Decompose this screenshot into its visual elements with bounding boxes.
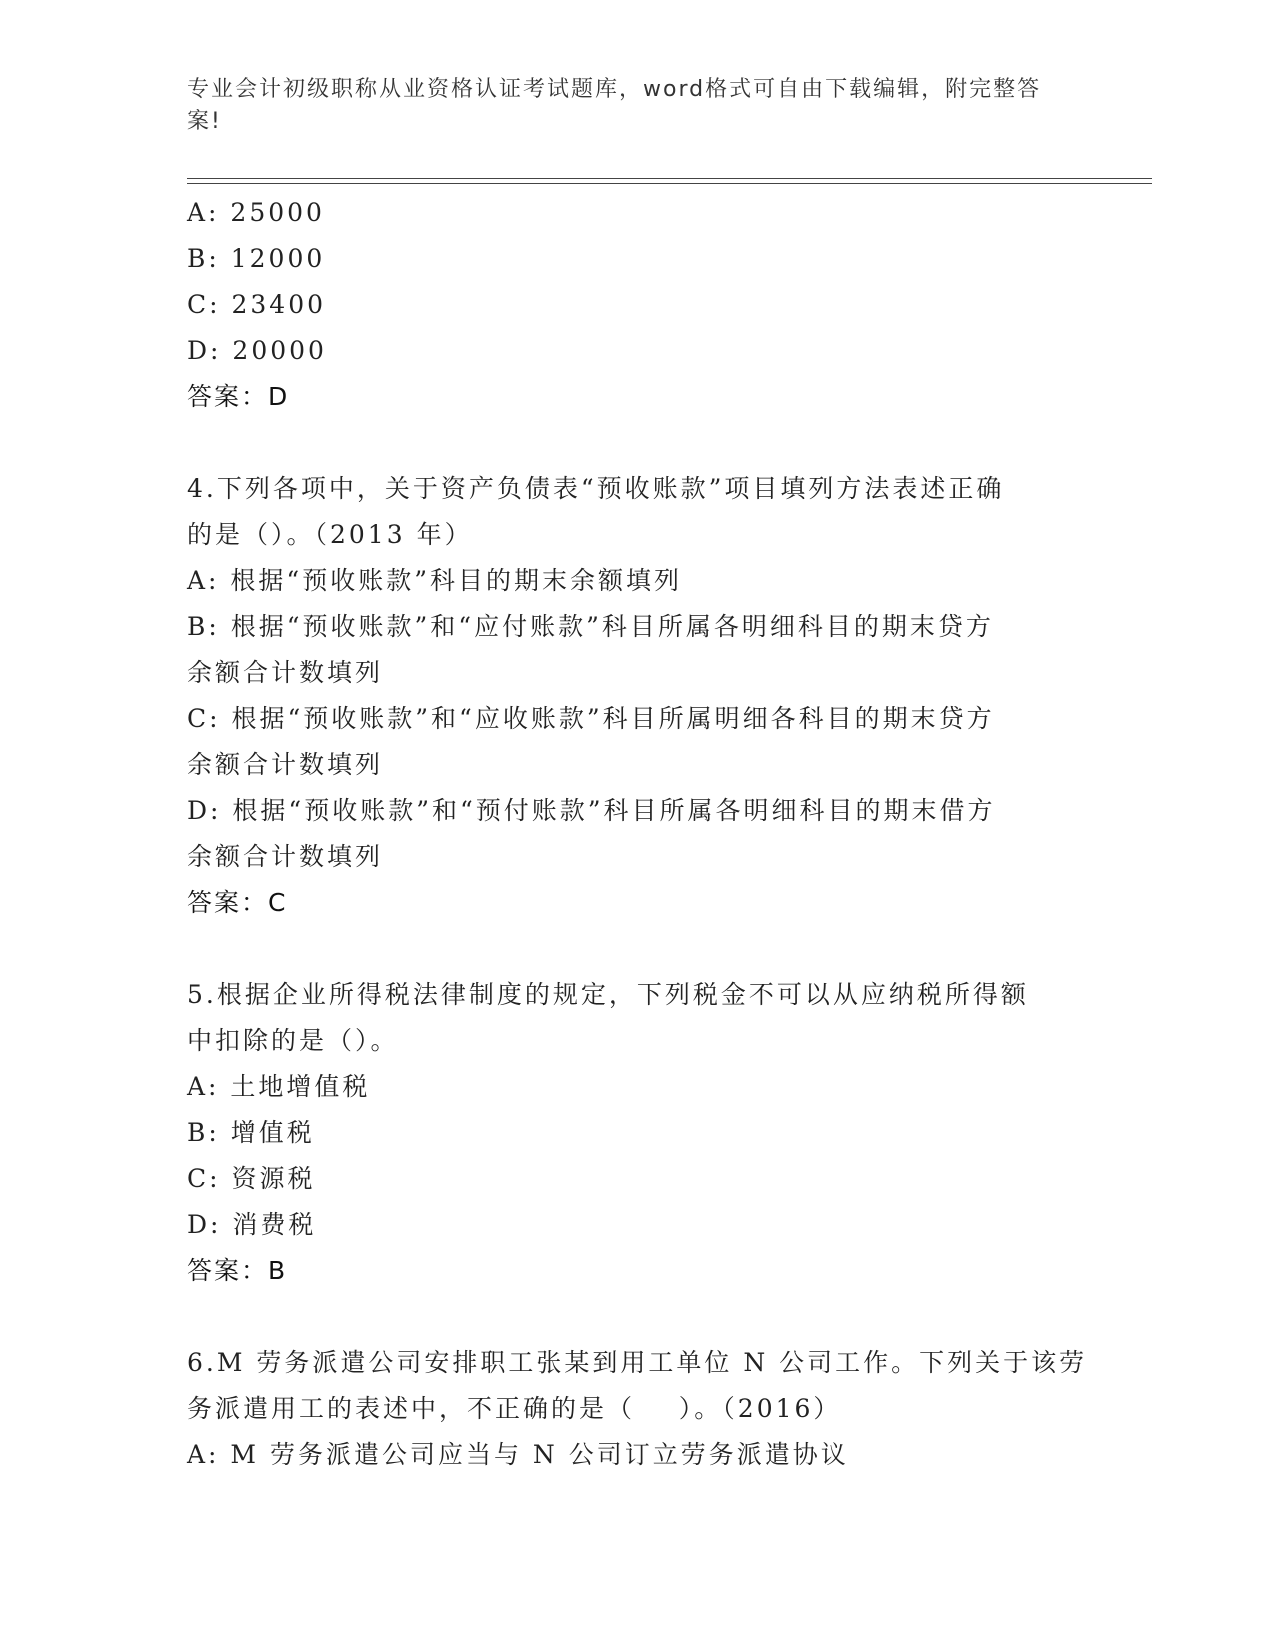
question-3 (187, 190, 1067, 420)
option-a: A: 根据“预收账款”科目的期末余额填列 (187, 566, 682, 595)
question-5 (187, 972, 1067, 1294)
option-b: B: 根据“预收账款”和“应付账款”科目所属各明细科目的期末贷方 (187, 612, 994, 641)
option-c: C: 根据“预收账款”和“应收账款”科目所属明细各科目的期末贷方 (187, 704, 995, 733)
option-b-continued: 余额合计数填列 (187, 658, 384, 687)
answer-label: 答案：C (187, 888, 288, 917)
page-header (187, 74, 1067, 138)
option-d: D: 20000 (187, 336, 327, 365)
option-a: A: 25000 (187, 198, 325, 227)
option-a: A: 土地增值税 (187, 1072, 371, 1101)
spacer (187, 926, 1067, 972)
question-stem-line: 的是（）。（2013 年） (187, 520, 473, 549)
option-c: C: 资源税 (187, 1164, 316, 1193)
question-stem-line: 务派遣用工的表述中，不正确的是（ ）。（2016） (187, 1394, 842, 1423)
question-list (187, 190, 1088, 1478)
option-b: B: 12000 (187, 244, 326, 273)
option-a: A: M 劳务派遣公司应当与 N 公司订立劳务派遣协议 (187, 1440, 849, 1469)
header-line-2: 案! (187, 109, 222, 134)
question-stem-line: 4.下列各项中，关于资产负债表“预收账款”项目填列方法表述正确 (187, 474, 1005, 503)
spacer (187, 1294, 1067, 1340)
header-divider-bottom (187, 183, 1152, 184)
question-6 (187, 1340, 1088, 1478)
header-line-1: 专业会计初级职称从业资格认证考试题库，word格式可自由下载编辑，附完整答 (187, 77, 1042, 102)
option-d-continued: 余额合计数填列 (187, 842, 384, 871)
option-c: C: 23400 (187, 290, 327, 319)
spacer (187, 420, 1067, 466)
option-d: D: 消费税 (187, 1210, 317, 1239)
question-stem-line: 6.M 劳务派遣公司安排职工张某到用工单位 N 公司工作。下列关于该劳 (187, 1348, 1088, 1377)
answer-label: 答案：D (187, 382, 290, 411)
option-b: B: 增值税 (187, 1118, 315, 1147)
question-stem-line: 中扣除的是（）。 (187, 1026, 399, 1055)
answer-label: 答案：B (187, 1256, 288, 1285)
option-c-continued: 余额合计数填列 (187, 750, 384, 779)
option-d: D: 根据“预收账款”和“预付账款”科目所属各明细科目的期末借方 (187, 796, 996, 825)
question-4 (187, 466, 1067, 926)
question-stem-line: 5.根据企业所得税法律制度的规定，下列税金不可以从应纳税所得额 (187, 980, 1029, 1009)
header-divider-top (187, 178, 1152, 179)
